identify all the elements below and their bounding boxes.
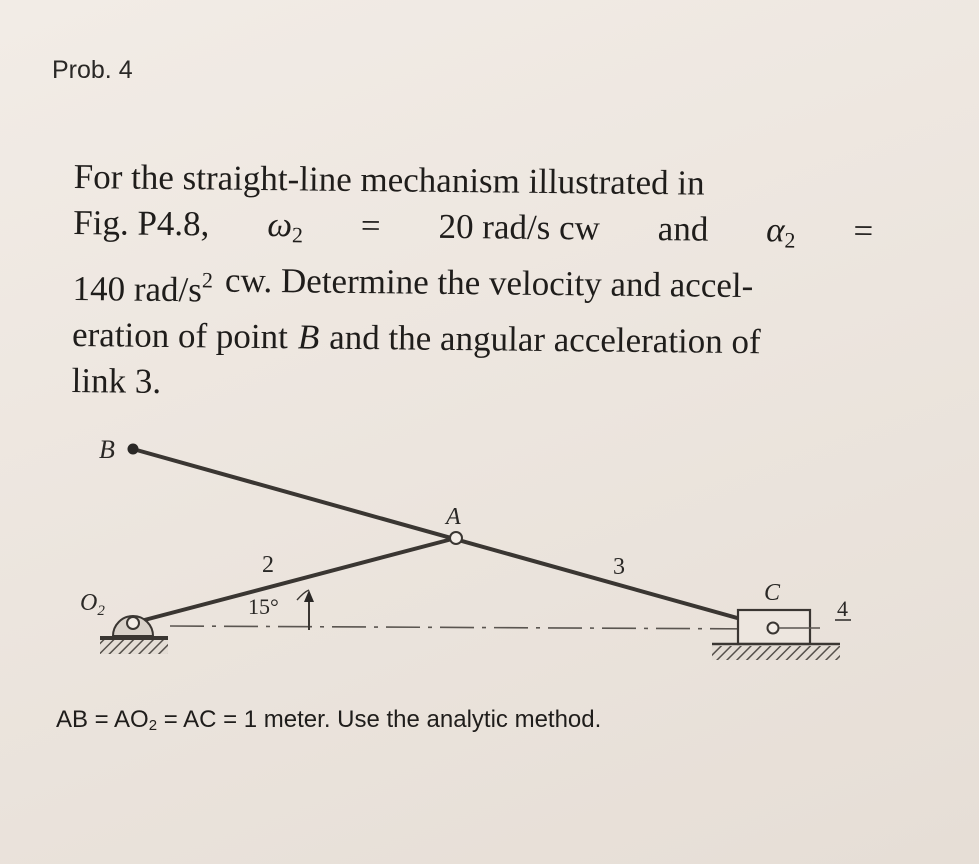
label-c: C — [764, 580, 781, 606]
equals-sign-2: = — [853, 211, 874, 251]
label-link-3: 3 — [613, 554, 625, 580]
omega-value: 20 rad/s cw — [438, 206, 601, 248]
label-b: B — [99, 435, 115, 464]
label-a: A — [446, 504, 461, 530]
point-b-text: B — [297, 317, 320, 357]
and-word: and — [657, 209, 709, 249]
alpha-value: 140 rad/$s^2$ — [72, 267, 214, 310]
problem-line-3-text: cw. Determine the velocity and accel- — [224, 260, 754, 306]
label-angle: 15° — [248, 594, 279, 619]
problem-line-4-pre: eration of point — [71, 314, 289, 357]
label-link-2: 2 — [262, 552, 274, 578]
footer-note: AB = $AO_2$ = AC = 1 meter. Use the analytic method. — [56, 706, 602, 734]
point-b-dot — [128, 444, 139, 455]
ground-pivot-o2 — [100, 616, 168, 654]
problem-line-5-text: link 3. — [71, 360, 162, 401]
label-link-4: 4 — [837, 596, 848, 621]
problem-line-4-post: and the angular acceleration of — [329, 317, 761, 362]
figure-reference: Fig. P4.8, — [73, 202, 210, 244]
label-o2: $O_2$ — [80, 590, 105, 619]
problem-label: Prob. 4 — [52, 56, 133, 84]
alpha-symbol: $\alpha_2$ — [766, 210, 796, 253]
equals-sign-1: = — [360, 206, 381, 246]
link-2 — [133, 538, 456, 623]
omega-symbol: $\omega_2$ — [267, 205, 304, 248]
joint-a — [450, 532, 462, 544]
problem-line-1-text: For the straight-line mechanism illustrated in — [73, 156, 705, 203]
centerline — [170, 626, 770, 629]
